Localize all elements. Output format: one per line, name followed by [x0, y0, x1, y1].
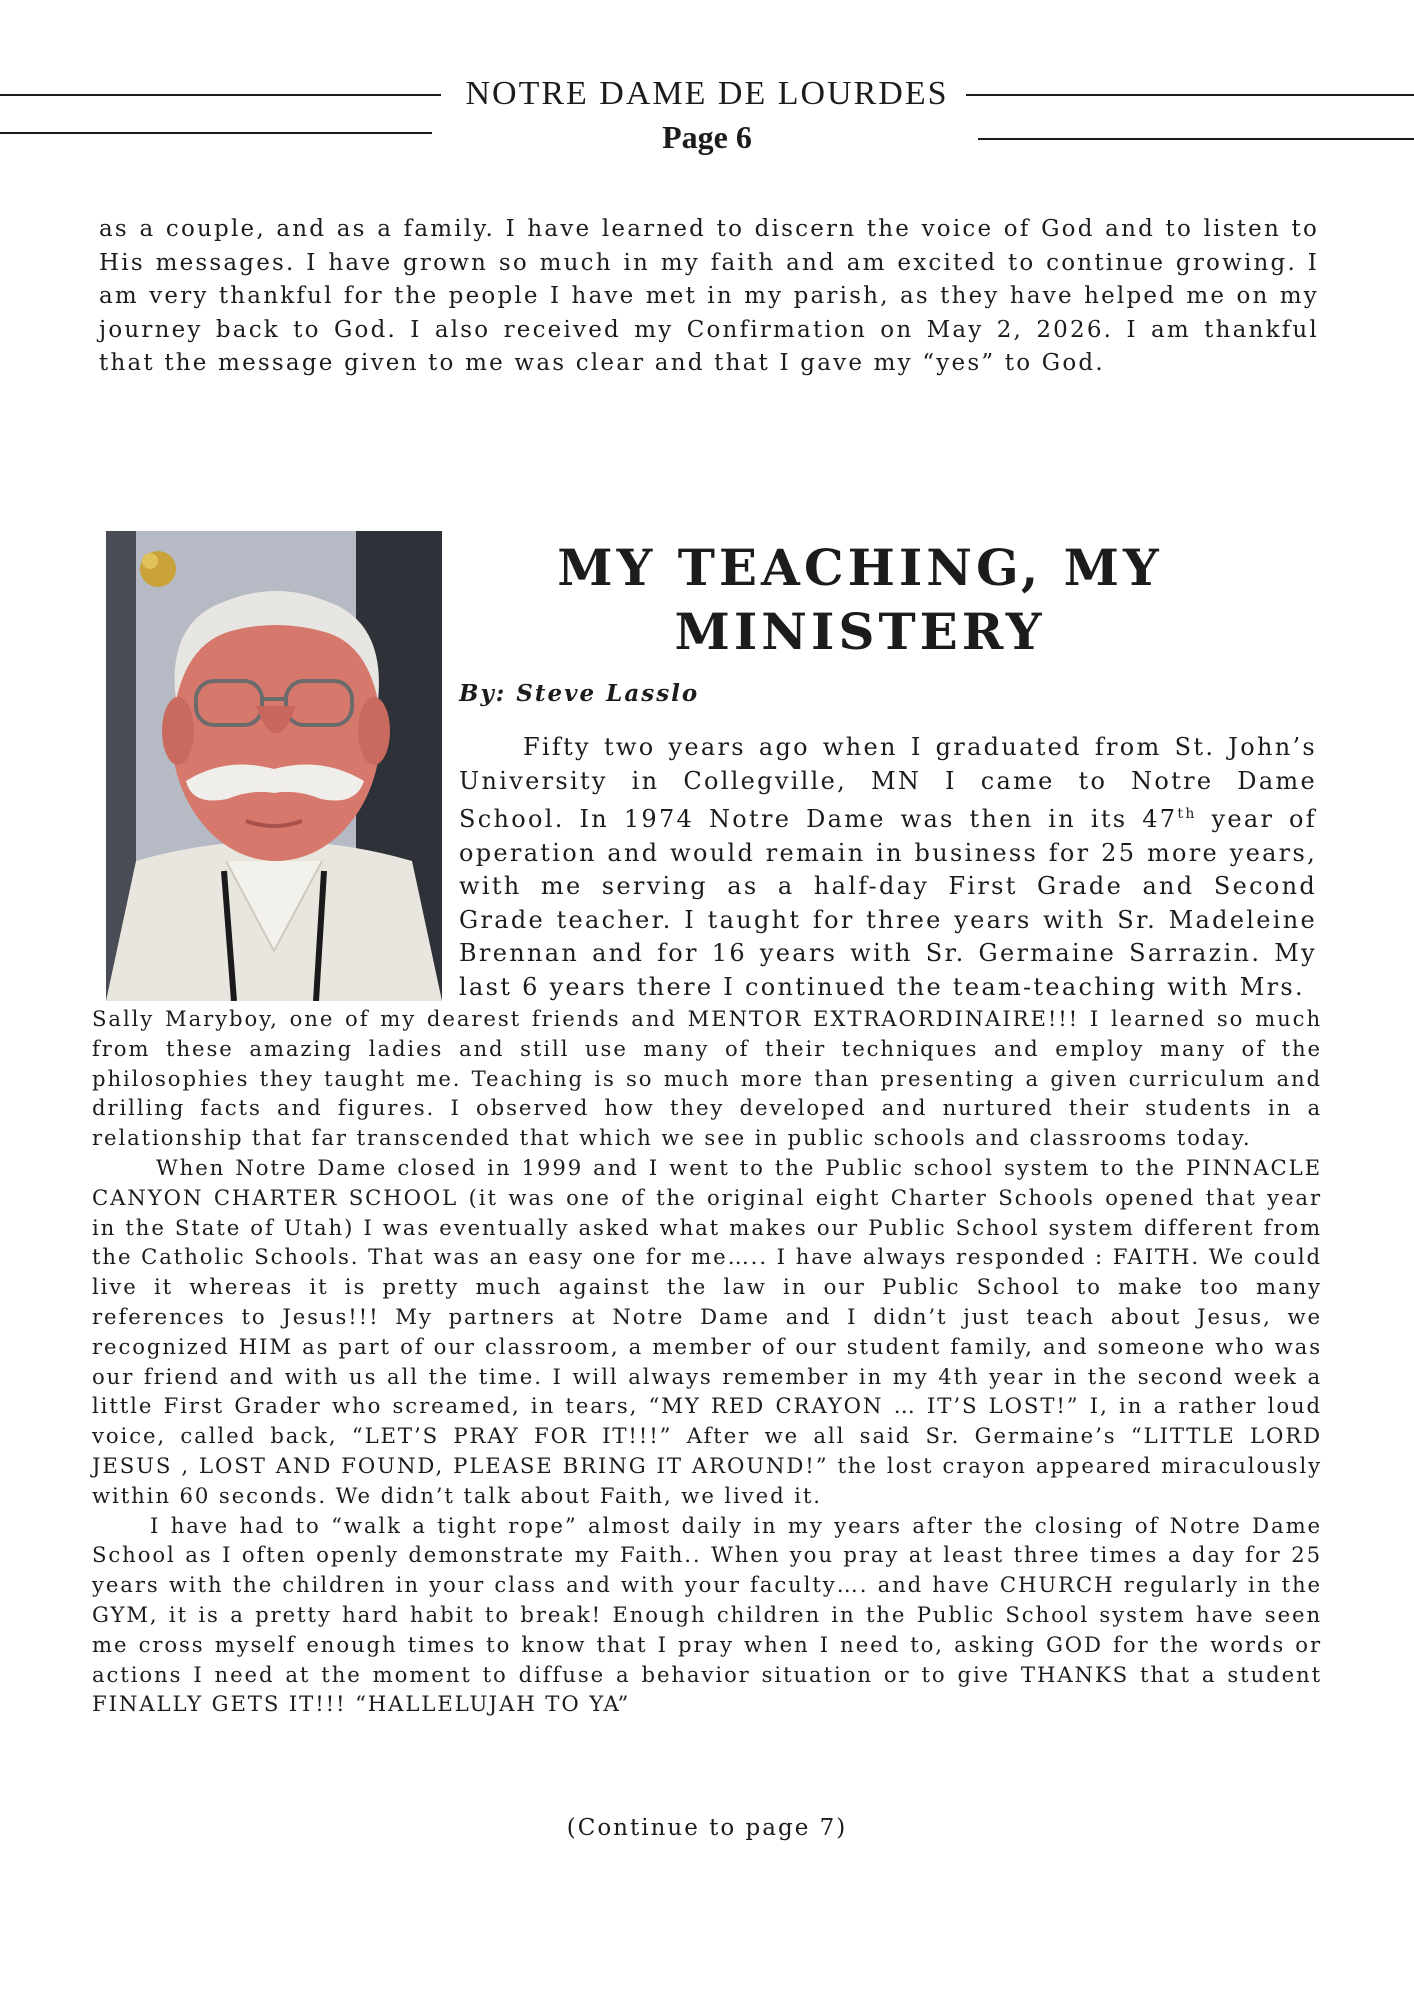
- author-photo: [106, 531, 442, 1001]
- newsletter-title: NOTRE DAME DE LOURDES: [465, 75, 949, 112]
- author-portrait-illustration: [106, 531, 442, 1001]
- article-p1-text-cont: year of operation and would remain in business for 25 more years, with me serving as a half-day First Grade and Second Grade teacher. I taught for three years with Sr. Madeleine Brennan and for 16 years with Sr. Germaine Sarrazin. My last 6 years there I continued the team-teaching with Mrs.: [459, 805, 1317, 1001]
- article-paragraph-1-continued: Sally Maryboy, one of my dearest friends and MENTOR EXTRAORDINAIRE!!! I learned so much from these amazing ladies and still use many of their techniques and employ many of the philosophies they taught me. Teaching is so much more than presenting a given curriculum and drilling facts and figures. I observed how they developed and nurtured their students in a relationship that far transcended that which we see in public schools and classrooms today.: [92, 1006, 1322, 1151]
- continue-note: (Continue to page 7): [566, 1815, 848, 1841]
- page-number: Page 6: [662, 119, 752, 155]
- article-body: [92, 1004, 1322, 1719]
- article-title: MY TEACHING, MY MINISTERY: [557, 538, 1163, 661]
- article-paragraph-2: When Notre Dame closed in 1999 and I went to the Public school system to the PINNACLE CANYON CHARTER SCHOOL (it was one of the original eight Charter Schools opened that year in the State of Utah) I was eventually asked what makes our Public School system different from the Catholic Schools. That was an easy one for me….. I have always responded : FAITH. We could live it whereas it is pretty much against the law in our Public School to make too many references to Jesus!!! My partners at Notre Dame and I didn’t just teach about Jesus, we recognized HIM as part of our classroom, a member of our student family, and someone who was our friend and with us all the time. I will always remember in my 4th year in the second week a little First Grader who screamed, in tears, “MY RED CRAYON … IT’S LOST!” I, in a rather loud voice, called back, “LET’S PRAY FOR IT!!!” After we all said Sr. Germaine’s “LITTLE LORD JESUS , LOST AND FOUND, PLEASE BRING IT AROUND!” the lost crayon appeared miraculously within 60 seconds. We didn’t talk about Faith, we lived it.: [92, 1154, 1322, 1508]
- article-p1-superscript: th: [1177, 806, 1197, 822]
- article-byline: By: Steve Lasslo: [459, 680, 700, 707]
- article-paragraph-3: I have had to “walk a tight rope” almost daily in my years after the closing of Notre Dame School as I often openly demonstrate my Faith.. When you pray at least three times a day for 25 years with the children in your class and with your faculty…. and have CHURCH regularly in the GYM, it is a pretty hard habit to break! Enough children in the Public School system have seen me cross myself enough times to know that I pray when I need to, asking GOD for the words or actions I need at the moment to diffuse a behavior situation or to give THANKS that a student FINALLY GETS IT!!! “HALLELUJAH TO YA”: [92, 1512, 1322, 1717]
- article-p1-text: Fifty two years ago when I graduated from St. John’s University in Collegville, MN I came to Notre Dame School. In 1974 Notre Dame was then in its 47: [459, 733, 1317, 833]
- article-paragraph-1-column: [459, 731, 1317, 1004]
- intro-paragraph: as a couple, and as a family. I have learned to discern the voice of God and to listen to His messages. I have grown so much in my faith and am excited to continue growing. I am very thankful for the people I have met in my parish, as they have helped me on my journey back to God. I also received my Confirmation on May 2, 2026. I am thankful that the message given to me was clear and that I gave my “yes” to God.: [99, 216, 1319, 376]
